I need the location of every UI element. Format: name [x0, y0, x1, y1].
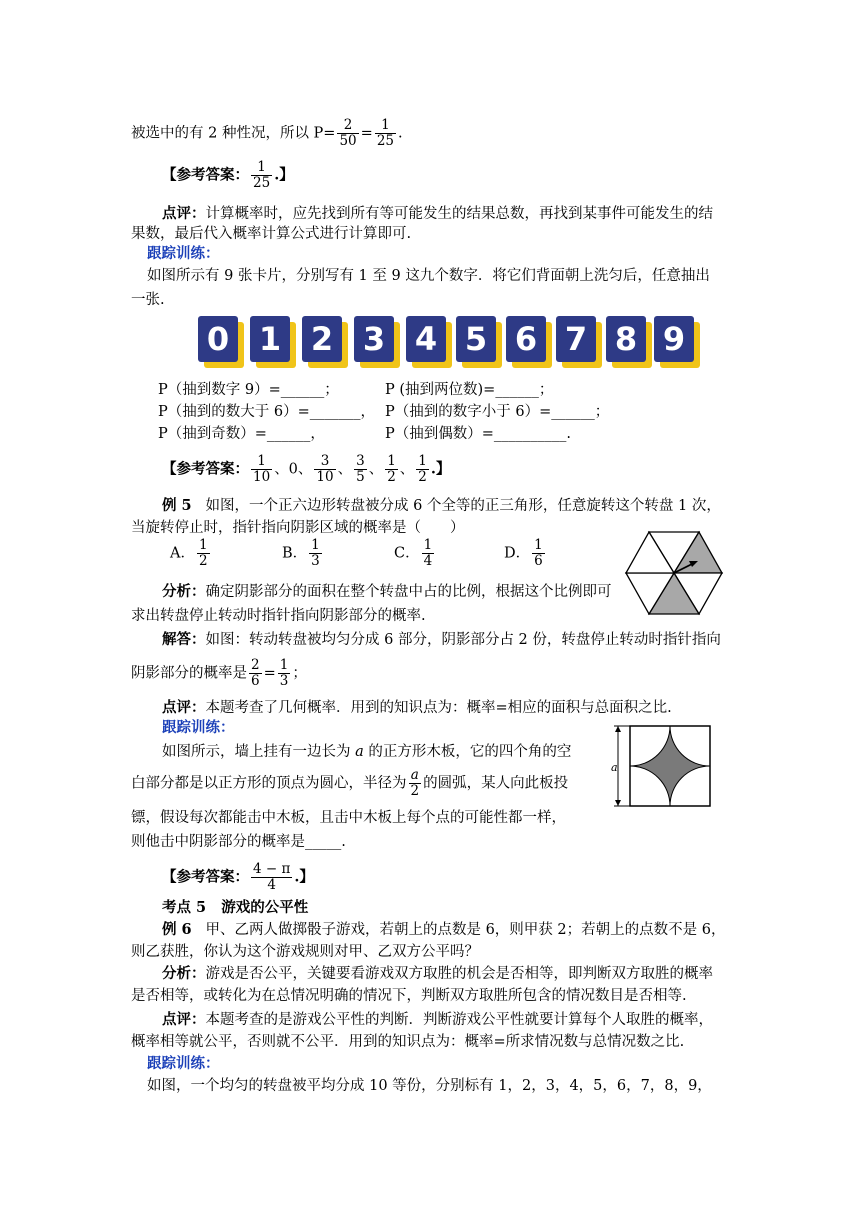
number-card: 4 [406, 316, 446, 362]
question-item: P (抽到两位数)=______； [385, 382, 554, 398]
reference-answer: 【参考答案： $\frac{4 - \pi}{4}$ .】 [162, 861, 314, 893]
fraction: $\frac{1}{2}$ [198, 537, 208, 569]
option-b: B． $\frac{1}{3}$ [282, 537, 320, 569]
number-card: 8 [606, 316, 646, 362]
fraction: $\frac{2}{50}$ [339, 117, 357, 149]
number-card: 5 [456, 316, 496, 362]
dimension-arrow [615, 800, 621, 806]
hexagon-spinner-figure [624, 530, 724, 616]
analysis: 分析：游戏是否公平，关键要看游戏双方取胜的机会是否相等，即判断双方取胜的概率 [162, 965, 713, 982]
reference-answer: 【参考答案： $\frac{1}{10}$ 、0、 $\frac{3}{10}$ 、 $\frac{3}{5}$ 、 $\frac{1}{2}$ 、 $\frac{1}{2}$ .】 [162, 453, 451, 485]
text-line: 阴影部分的概率是 $\frac{2}{6}$ = $\frac{1}{3}$ ； [131, 657, 307, 689]
text-line: 白部分都是以正方形的顶点为圆心，半径为 $\frac{a}{2}$ 的圆弧，某人向此板投 [131, 767, 569, 799]
fraction: $\frac{3}{10}$ [316, 453, 334, 485]
text-line: 一张. [131, 292, 165, 308]
comment: 点评：计算概率时，应先找到所有等可能发生的结果总数，再找到某事件可能发生的结 [162, 205, 713, 222]
text-line: 镖，假设每次都能击中木板，且击中木板上每个点的可能性都一样， [131, 810, 566, 826]
analysis: 分析：确定阴影部分的面积在整个转盘中占的比例，根据这个比例即可 [162, 583, 612, 600]
reference-answer: 【参考答案： $\frac{1}{25}$ .】 [162, 159, 294, 191]
number-card: 7 [556, 316, 596, 362]
number-cards [198, 314, 688, 370]
fraction: $\frac{1}{25}$ [376, 117, 394, 149]
example-5: 例 5 如图，一个正六边形转盘被分成 6 个全等的正三角形，任意旋转这个转盘 1 次， [162, 497, 721, 514]
fraction: $\frac{1}{4}$ [423, 537, 433, 569]
example-6: 例 6 甲、乙两人做掷骰子游戏，若朝上的点数是 6，则甲获 2；若朝上的点数不是 6， [162, 921, 726, 938]
number-card: 0 [198, 316, 238, 362]
text-line: 概率相等就公平，否则就不公平．用到的知识点为：概率=所求情况数与总情况数之比. [131, 1034, 685, 1050]
option-d: D． $\frac{1}{6}$ [504, 537, 543, 569]
fraction: $\frac{a}{2}$ [410, 767, 420, 799]
section-heading: 跟踪训练： [147, 1055, 220, 1072]
comment: 点评：本题考查了几何概率．用到的知识点为：概率=相应的面积与总面积之比. [162, 699, 672, 716]
section-heading: 跟踪训练： [162, 719, 235, 736]
fraction: $\frac{4 - \pi}{4}$ [253, 861, 291, 893]
question-item: P（抽到偶数）=__________. [385, 426, 572, 442]
section-heading: 跟踪训练： [147, 245, 220, 262]
solution: 解答：如图：转动转盘被均匀分成 6 部分，阴影部分占 2 份，转盘停止转动时指针指向 [162, 631, 721, 648]
text-line: 如图，一个均匀的转盘被平均分成 10 等份，分别标有 1，2，3，4，5，6，7，8，9， [147, 1078, 712, 1094]
text-line: 当旋转停止时，指针指向阴影区域的概率是（ ） [131, 520, 465, 536]
fraction: $\frac{1}{2}$ [387, 453, 396, 485]
question-item: P（抽到数字 9）=______； [158, 382, 339, 398]
question-item: P（抽到的数字小于 6）=______； [385, 404, 610, 420]
text-line: 如图所示，墙上挂有一边长为 a 的正方形木板，它的四个角的空 [162, 744, 572, 760]
number-card: 3 [354, 316, 394, 362]
fraction: $\frac{1}{2}$ [418, 453, 427, 485]
comment: 点评：本题考查的是游戏公平性的判断．判断游戏公平性就要计算每个人取胜的概率， [162, 1011, 713, 1028]
side-length-label: a [611, 761, 618, 774]
number-card: 2 [302, 316, 342, 362]
number-card: 9 [654, 316, 694, 362]
fraction: $\frac{1}{10}$ [253, 453, 271, 485]
section-title: 考点 5 游戏的公平性 [162, 899, 309, 916]
text-line: 求出转盘停止转动时指针指向阴影部分的概率. [131, 608, 426, 624]
text-line: 则乙获胜，你认为这个游戏规则对甲、乙双方公平吗？ [131, 944, 479, 960]
fraction: $\frac{1}{25}$ [253, 159, 271, 191]
option-a: A． $\frac{1}{2}$ [170, 537, 208, 569]
dimension-arrow [615, 726, 621, 732]
text-line: 是否相等，或转化为在总情况明确的情况下，判断双方取胜所包含的情况数目是否相等. [131, 988, 687, 1004]
fraction: $\frac{3}{5}$ [356, 453, 365, 485]
text-line: 果数，最后代入概率计算公式进行计算即可. [131, 226, 412, 242]
number-card: 1 [250, 316, 290, 362]
fraction: $\frac{2}{6}$ [251, 657, 260, 689]
fraction: $\frac{1}{6}$ [534, 537, 543, 569]
question-item: P（抽到的数大于 6）=_______， [158, 404, 375, 420]
option-c: C． $\frac{1}{4}$ [394, 537, 433, 569]
text-line: 被选中的有 2 种性况，所以 P= $\frac{2}{50}$ = $\frac{1}{25}$ . [131, 117, 403, 149]
fraction: $\frac{1}{3}$ [311, 537, 320, 569]
text-line: 如图所示有 9 张卡片，分别写有 1 至 9 这九个数字．将它们背面朝上洗匀后，任意抽出 [147, 268, 710, 284]
number-card: 6 [506, 316, 546, 362]
text-line: 则他击中阴影部分的概率是_____. [131, 834, 346, 850]
fraction: $\frac{1}{3}$ [279, 657, 289, 689]
square-board-figure [610, 724, 730, 808]
question-item: P（抽到奇数）=______， [158, 426, 325, 442]
